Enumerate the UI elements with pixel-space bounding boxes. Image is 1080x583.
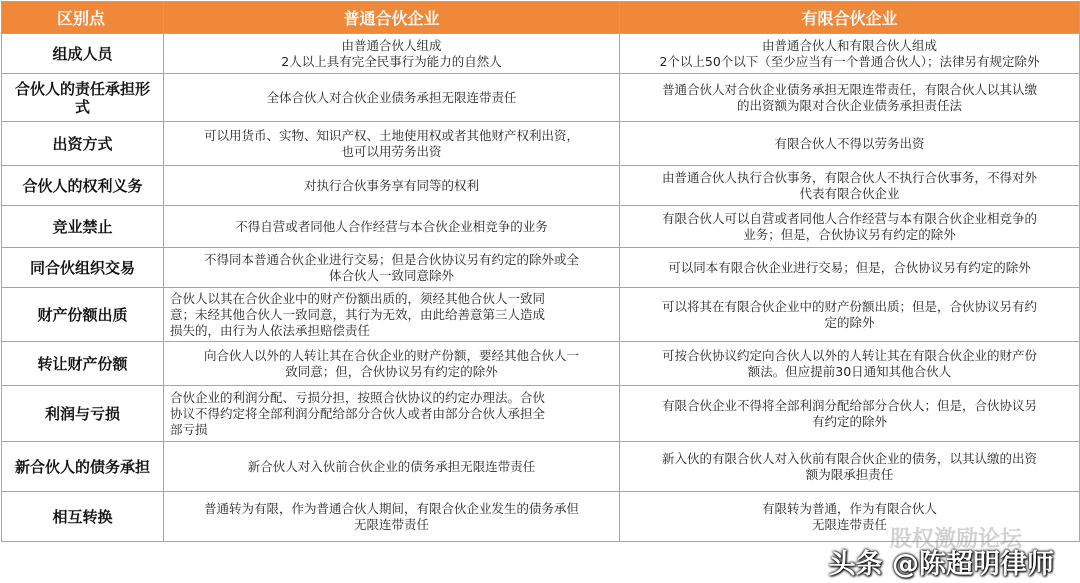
cell-text-line: 可以将其在有限合伙企业中的财产份额出质；但是，合伙协议另有约 <box>661 298 1037 314</box>
cell-limited <box>620 342 1080 386</box>
row-category: 合伙人的责任承担形式 <box>2 74 164 122</box>
cell-text-line: 全体合伙人对合伙企业债务承担无限连带责任 <box>266 89 517 105</box>
cell-text-line: 也可以用劳务出资 <box>341 143 442 159</box>
table-row <box>2 122 1080 166</box>
cell-text-line: 对执行合伙事务享有同等的权利 <box>303 177 479 193</box>
cell-text-line: 向合伙人以外的人转让其在合伙企业的财产份额，要经其他合伙人一 <box>203 347 579 363</box>
row-category: 竞业禁止 <box>2 206 164 248</box>
header-limited-partnership: 有限合伙企业 <box>620 2 1080 34</box>
cell-limited <box>620 248 1080 288</box>
row-category: 新合伙人的债务承担 <box>2 442 164 492</box>
cell-limited <box>620 122 1080 166</box>
cell-general <box>164 492 620 542</box>
table-row <box>2 288 1080 342</box>
cell-general <box>164 386 620 442</box>
cell-text-line: 可按合伙协议约定向合伙人以外的人转让其在有限合伙企业的财产份 <box>661 347 1037 363</box>
cell-text-line: 不得同本普通合伙企业进行交易；但是合伙协议另有约定的除外或全 <box>203 251 579 267</box>
cell-text-line: 2个以上50个以下（至少应当有一个普通合伙人）；法律另有规定除外 <box>659 53 1040 69</box>
cell-text-line: 无限连带责任 <box>811 516 887 532</box>
cell-text-line: 的出资额为限对合伙企业债务承担责任法 <box>736 97 962 113</box>
cell-text-line: 无限连带责任 <box>353 516 429 532</box>
cell-limited <box>620 166 1080 206</box>
cell-general <box>164 288 620 342</box>
table-row <box>2 342 1080 386</box>
cell-general <box>164 166 620 206</box>
cell-text-line: 业务；但是，合伙协议另有约定的除外 <box>743 226 956 242</box>
cell-text-line: 体合伙人一致同意除外 <box>328 267 454 283</box>
cell-general <box>164 442 620 492</box>
cell-text-line: 有约定的除外 <box>811 413 887 429</box>
cell-limited <box>620 386 1080 442</box>
cell-text-line: 合伙企业的利润分配、亏损分担，按照合伙协议的约定办理法。合伙 <box>170 389 546 405</box>
cell-limited <box>620 206 1080 248</box>
row-category: 出资方式 <box>2 122 164 166</box>
cell-text-line: 新入伙的有限合伙人对入伙前有限合伙企业的债务，以其认缴的出资 <box>661 450 1037 466</box>
cell-text-line: 代表有限合伙企业 <box>799 185 900 201</box>
cell-text-line: 部亏损 <box>170 421 208 437</box>
header-general-partnership: 普通合伙企业 <box>164 2 620 34</box>
row-category: 合伙人的权利义务 <box>2 166 164 206</box>
table-row <box>2 74 1080 122</box>
cell-general <box>164 34 620 74</box>
row-category: 组成人员 <box>2 34 164 74</box>
cell-text-line: 有限转为普通，作为有限合伙人 <box>761 500 937 516</box>
table-row <box>2 442 1080 492</box>
table-row <box>2 386 1080 442</box>
cell-text-line: 2人以上具有完全民事行为能力的自然人 <box>281 53 502 69</box>
comparison-table <box>1 1 1080 542</box>
cell-text-line: 有限合伙人不得以劳务出资 <box>774 135 925 151</box>
watermark: 头条 @陈超明律师 <box>828 549 1054 580</box>
row-category: 利润与亏损 <box>2 386 164 442</box>
cell-text-line: 由普通合伙人和有限合伙人组成 <box>761 37 937 53</box>
cell-general <box>164 248 620 288</box>
watermark-secondary: 股权激励论坛 <box>889 527 1022 552</box>
table-header-row <box>2 2 1080 34</box>
row-category: 转让财产份额 <box>2 342 164 386</box>
cell-text-line: 有限合伙企业不得将全部利润分配给部分合伙人；但是，合伙协议另 <box>661 397 1037 413</box>
table-row <box>2 248 1080 288</box>
cell-general <box>164 122 620 166</box>
cell-text-line: 普通转为有限，作为普通合伙人期间，有限合伙企业发生的债务承但 <box>203 500 579 516</box>
table-row <box>2 34 1080 74</box>
row-category: 财产份额出质 <box>2 288 164 342</box>
cell-text-line: 额为限承担责任 <box>805 466 894 482</box>
cell-text-line: 普通合伙人对合伙企业债务承担无限连带责任，有限合伙人以其认缴 <box>661 81 1037 97</box>
cell-limited <box>620 442 1080 492</box>
cell-general <box>164 74 620 122</box>
cell-text-line: 新合伙人对入伙前合伙企业的债务承担无限连带责任 <box>247 458 536 474</box>
cell-text-line: 致同意；但，合伙协议另有约定的除外 <box>285 363 498 379</box>
cell-text-line: 定的除外 <box>824 314 875 330</box>
header-category: 区别点 <box>2 2 164 34</box>
cell-text-line: 额法。但应提前30日通知其他合伙人 <box>747 363 952 379</box>
table-row <box>2 166 1080 206</box>
row-category: 相互转换 <box>2 492 164 542</box>
table-row <box>2 206 1080 248</box>
cell-text-line: 意；未经其他合伙人一致同意，其行为无效，由此给善意第三人造成 <box>170 306 546 322</box>
cell-text-line: 由普通合伙人执行合伙事务，有限合伙人不执行合伙事务，不得对外 <box>661 169 1037 185</box>
cell-text-line: 不得自营或者同他人合作经营与本合伙企业相竞争的业务 <box>235 218 548 234</box>
cell-limited <box>620 288 1080 342</box>
cell-text-line: 损失的，由行为人依法承担赔偿责任 <box>170 322 371 338</box>
cell-general <box>164 342 620 386</box>
cell-general <box>164 206 620 248</box>
cell-text-line: 可以同本有限合伙企业进行交易；但是，合伙协议另有约定的除外 <box>668 259 1031 275</box>
cell-text-line: 协议不得约定将全部利润分配给部分合伙人或者由部分合伙人承担全 <box>170 405 546 421</box>
cell-text-line: 有限合伙人可以自营或者同他人合作经营与本有限合伙企业相竞争的 <box>661 210 1037 226</box>
cell-text-line: 由普通合伙人组成 <box>341 37 442 53</box>
cell-limited <box>620 34 1080 74</box>
cell-text-line: 合伙人以其在合伙企业中的财产份额出质的，须经其他合伙人一致同 <box>170 290 546 306</box>
cell-text-line: 可以用货币、实物、知识产权、土地使用权或者其他财产权利出资， <box>203 127 579 143</box>
row-category: 同合伙组织交易 <box>2 248 164 288</box>
cell-limited <box>620 74 1080 122</box>
